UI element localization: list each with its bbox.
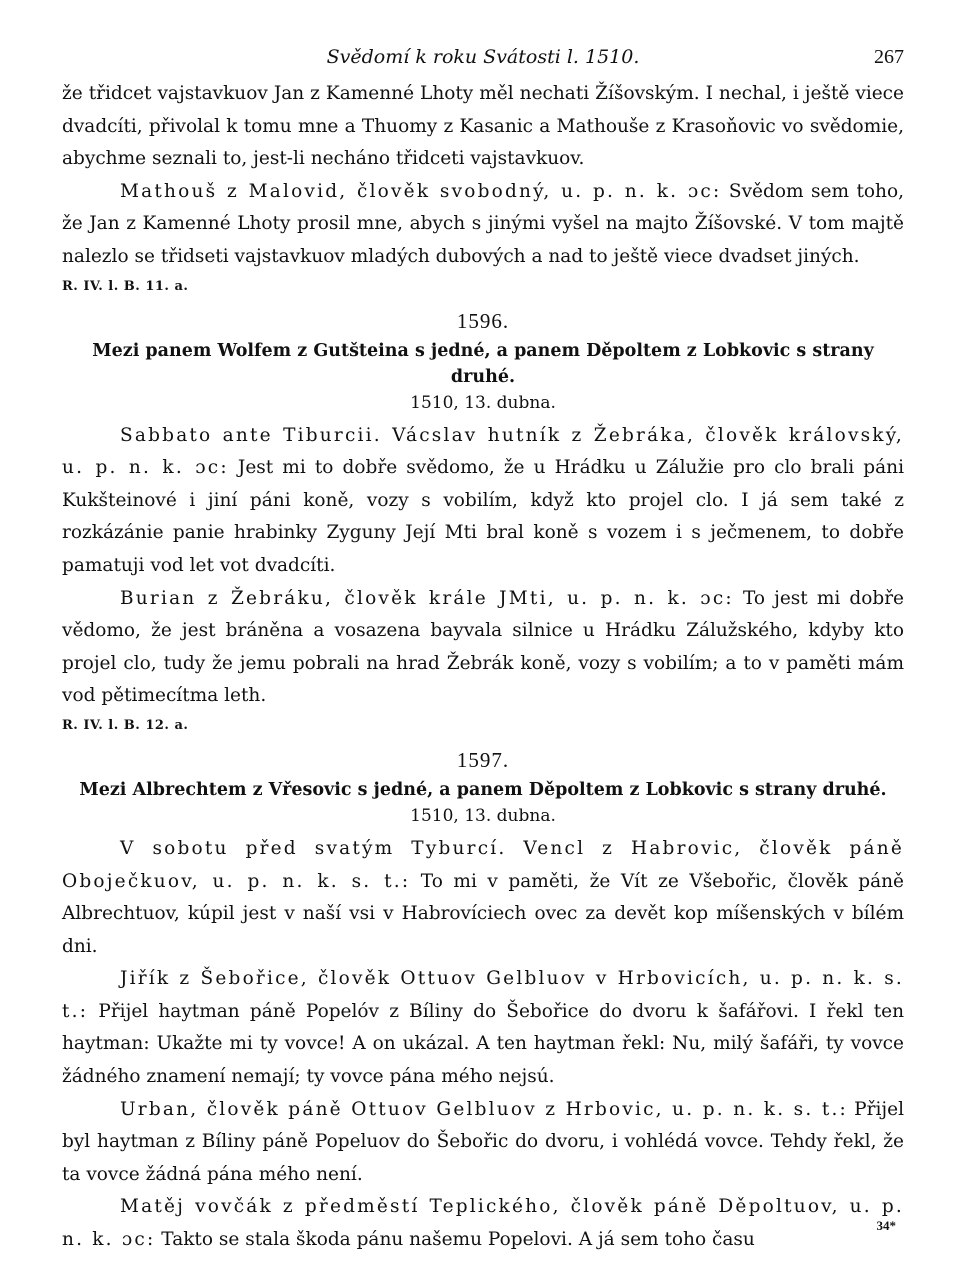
- testimony-paragraph: [62, 583, 904, 713]
- opening-paragraph: že třidcet vajstavkuov Jan z Kamenné Lhoty měl nechati Žíšovským. I nechal, i ještě viece dvadcíti, přivolal k tomu mne a Thuomy z Kasanic a Mathouše z Krasoňovic vo svědomie, abychme seznali to, jest-li necháno třidceti vajstavkuov.: [62, 83, 904, 170]
- running-title: Svědomí k roku Svátosti l. 1510.: [326, 46, 640, 68]
- testimony-text: To jest mi dobře vědomo, že jest bráněna a vosazena bayvala silnice u Hrádku Zálužského, kdyby kto projel clo, tudy že jemu pobrali na hrad Žebrák koně, vozy s vobilím; a to v paměti mám vod pětimecítma leth.: [62, 587, 905, 707]
- source-reference: R. IV. l. B. 11. a.: [62, 278, 189, 294]
- charter-number: 1596.: [456, 308, 510, 333]
- source-reference: R. IV. l. B. 12. a.: [62, 717, 189, 733]
- testimony-text: Přijel byl haytman z Bíliny páně Popeluov do Šebořic do dvoru, i vohlédá vovce. Tehdy řekl, že ta vovce žádná pána mého není.: [62, 1098, 904, 1185]
- testimony-text: To mi v paměti, že Vít ze Všebořic, člověk páně Albrechtuov, kúpil jest v naší vsi v Habrovíciech ovec za devět kop míšenských v bílém dni.: [62, 870, 904, 957]
- document-page: [62, 38, 904, 1258]
- running-head: [62, 38, 904, 78]
- testimony-lead: Jiřík z Šebořice, člověk Ottuov Gelbluov v Hrbovicích, u. p. n. k. s. t.:: [62, 968, 904, 1022]
- signature-mark: 34*: [876, 1218, 896, 1233]
- testimony-paragraph: [62, 833, 904, 963]
- testimony-text: Svědom sem toho, že Jan z Kamenné Lhoty prosil mne, abych s jinými vyšel na majto Žíšovské. V tom majtě nalezlo se třidseti vajstavkuov mladých dubových a nad to ještě viece dvadset jiných.: [62, 180, 904, 267]
- charter-date: 1510, 13. dubna.: [410, 392, 556, 413]
- testimony-text: Takto se stala škoda pánu našemu Popelovi. A já sem toho času: [155, 1229, 755, 1251]
- charter-date: 1510, 13. dubna.: [410, 805, 556, 826]
- testimony-paragraph: [62, 420, 904, 583]
- testimony-paragraph: [62, 963, 904, 1093]
- charter-heading: Mezi Albrechtem z Vřesovic s jedné, a panem Děpoltem z Lobkovic s strany druhé.: [79, 779, 887, 800]
- charter-number: 1597.: [456, 747, 510, 772]
- charter-heading: Mezi panem Wolfem z Gutšteina s jedné, a panem Děpoltem z Lobkovic s strany druhé.: [92, 340, 874, 387]
- testimony-lead: Urban, člověk páně Ottuov Gelbluov z Hrbovic, u. p. n. k. s. t.:: [120, 1098, 848, 1120]
- testimony-lead: Matěj vovčák z předměstí Teplického, člověk páně Děpoltuov, u. p. n. k. ɔc:: [62, 1196, 904, 1251]
- testimony-paragraph: [62, 176, 904, 274]
- testimony-lead: Sabbato ante Tiburcii. Vácslav hutník z Žebráka, člověk královský, u. p. n. k. ɔc:: [62, 424, 904, 479]
- testimony-paragraph: [62, 1094, 904, 1192]
- testimony-paragraph: [62, 1191, 904, 1256]
- page-number: 267: [874, 46, 904, 68]
- testimony-text: Přijel haytman páně Popelóv z Bíliny do Šebořice do dvoru k šafářovi. I řekl ten haytman: Ukažte mi ty vovce! A on ukázal. A ten haytman řekl: Nu, milý šafáři, ty vovce žádného znamení nemají; ty vovce pána mého nejsú.: [62, 1000, 904, 1088]
- testimony-text: Jest mi to dobře svědomo, že u Hrádku u Zálužie pro clo brali páni Kukšteinové i jiní páni koně, vozy s vobilím, když kto projel clo. I já sem také z rozkázánie panie hrabinky Zyguny Její Mti bral koně s vozem i s ječmenem, to dobře pamatuji vod let vot dvadcíti.: [62, 457, 904, 576]
- testimony-lead: Burian z Žebráku, člověk krále JMti, u. p. n. k. ɔc:: [120, 587, 734, 609]
- testimony-lead: V sobotu před svatým Tyburcí. Vencl z Habrovic, člověk páně Oboječkuov, u. p. n. k. s. t.:: [62, 837, 904, 892]
- testimony-lead: Mathouš z Malovid, člověk svobodný, u. p. n. k. ɔc:: [120, 180, 722, 202]
